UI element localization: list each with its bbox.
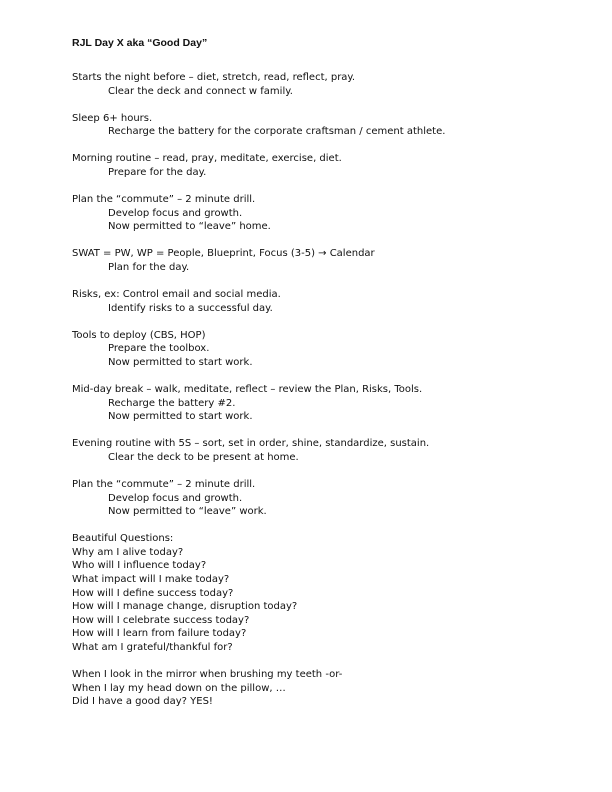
section-detail: Identify risks to a successful day. bbox=[108, 302, 273, 314]
section-tools bbox=[72, 329, 592, 370]
section-morning-routine bbox=[72, 152, 592, 179]
section-heading: Sleep 6+ hours. bbox=[72, 112, 153, 124]
question-item: How will I learn from failure today? bbox=[72, 628, 247, 640]
section-detail: Now permitted to “leave” work. bbox=[108, 506, 267, 518]
section-commute-home bbox=[72, 193, 592, 234]
section-mid-day-break bbox=[72, 383, 592, 424]
question-item: How will I define success today? bbox=[72, 587, 234, 599]
section-sleep bbox=[72, 112, 592, 139]
document-page bbox=[72, 36, 592, 722]
section-detail: Now permitted to start work. bbox=[108, 411, 253, 423]
section-evening-routine bbox=[72, 437, 592, 464]
section-commute-work bbox=[72, 478, 592, 519]
section-heading: Risks, ex: Control email and social media. bbox=[72, 289, 281, 301]
section-night-before bbox=[72, 71, 592, 98]
question-item: Who will I influence today? bbox=[72, 560, 207, 572]
question-item: What am I grateful/thankful for? bbox=[72, 642, 233, 653]
question-item: What impact will I make today? bbox=[72, 574, 230, 586]
document-title: RJL Day X aka “Good Day” bbox=[72, 37, 208, 49]
section-detail: Now permitted to “leave” home. bbox=[108, 221, 271, 233]
section-heading: Plan the “commute” – 2 minute drill. bbox=[72, 478, 256, 490]
section-heading: Plan the “commute” – 2 minute drill. bbox=[72, 194, 256, 206]
section-detail: Clear the deck to be present at home. bbox=[108, 451, 299, 463]
section-detail: Develop focus and growth. bbox=[108, 492, 243, 504]
section-detail: Plan for the day. bbox=[108, 261, 190, 273]
section-heading: Starts the night before – diet, stretch, read, reflect, pray. bbox=[72, 72, 356, 83]
section-detail: Recharge the battery #2. bbox=[108, 397, 236, 409]
section-detail: Develop focus and growth. bbox=[108, 207, 243, 219]
question-item: How will I celebrate success today? bbox=[72, 614, 250, 626]
closing-line: Did I have a good day? YES! bbox=[72, 696, 213, 708]
section-detail: Prepare for the day. bbox=[108, 166, 207, 178]
question-item: Why am I alive today? bbox=[72, 546, 184, 558]
closing bbox=[72, 668, 592, 709]
section-detail: Clear the deck and connect w family. bbox=[108, 85, 293, 97]
questions-heading: Beautiful Questions: bbox=[72, 533, 174, 545]
section-heading: SWAT = PW, WP = People, Blueprint, Focus (3-5) → Calendar bbox=[72, 248, 375, 260]
section-swat bbox=[72, 247, 592, 274]
beautiful-questions bbox=[72, 532, 592, 654]
section-heading: Evening routine with 5S – sort, set in order, shine, standardize, sustain. bbox=[72, 438, 430, 450]
question-item: How will I manage change, disruption today? bbox=[72, 601, 298, 613]
section-risks bbox=[72, 288, 592, 315]
closing-line: When I lay my head down on the pillow, … bbox=[72, 682, 286, 694]
section-heading: Mid-day break – walk, meditate, reflect – review the Plan, Risks, Tools. bbox=[72, 384, 423, 395]
closing-line: When I look in the mirror when brushing my teeth -or- bbox=[72, 669, 343, 681]
section-detail: Prepare the toolbox. bbox=[108, 343, 210, 355]
section-heading: Tools to deploy (CBS, HOP) bbox=[72, 329, 206, 341]
section-detail: Recharge the battery for the corporate craftsman / cement athlete. bbox=[108, 126, 446, 138]
section-detail: Now permitted to start work. bbox=[108, 356, 253, 368]
section-heading: Morning routine – read, pray, meditate, exercise, diet. bbox=[72, 153, 342, 165]
